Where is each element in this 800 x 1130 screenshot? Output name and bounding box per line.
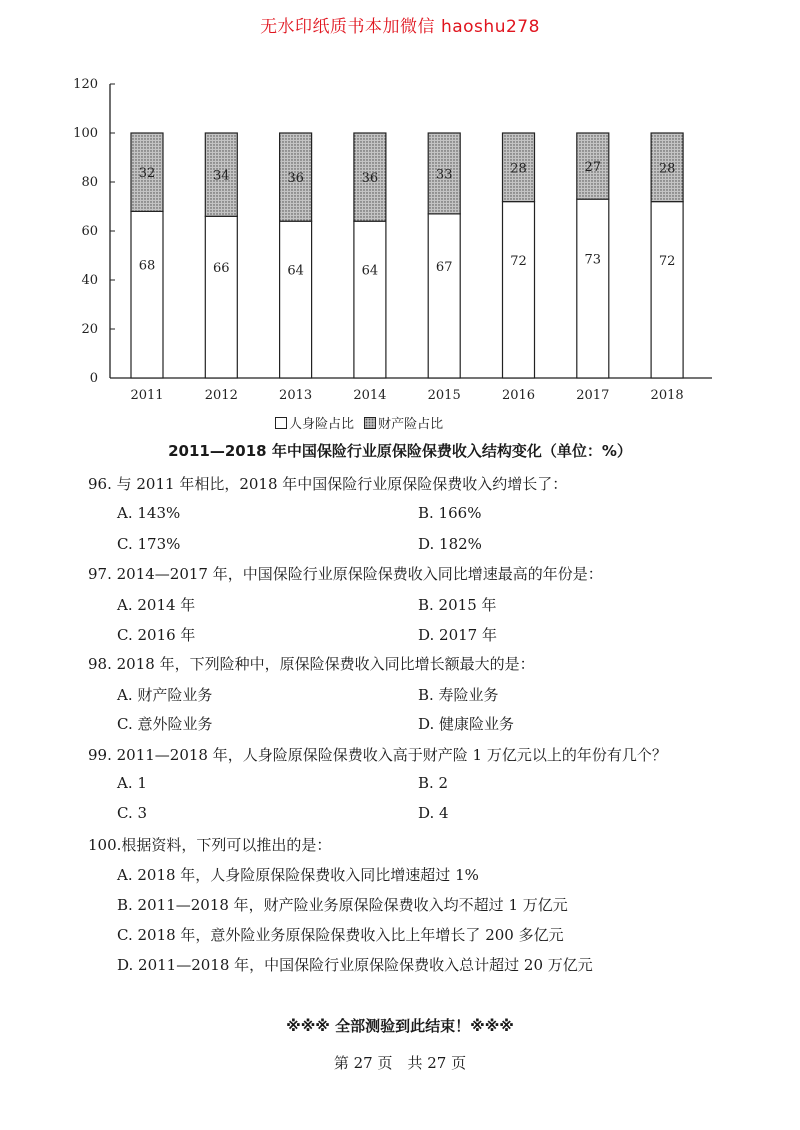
question-98-stem: 98. 2018 年，下列险种中，原保险保费收入同比增长额最大的是： [88, 655, 535, 673]
question-96-stem: 96. 与 2011 年相比，2018 年中国保险行业原保险保费收入约增长了： [88, 475, 568, 493]
y-tick-label: 60 [81, 224, 98, 239]
data-label-life-2011: 68 [138, 258, 156, 274]
x-tick-label-2014: 2014 [353, 388, 387, 403]
question-98-option-b: B. 寿险业务 [418, 686, 499, 704]
chart-legend [275, 413, 449, 432]
x-tick-label-2013: 2013 [279, 388, 313, 403]
data-label-property-2014: 36 [361, 171, 379, 187]
x-tick-label-2018: 2018 [650, 388, 684, 403]
question-100-option-d: D. 2011—2018 年，中国保险行业原保险保费收入总计超过 20 万亿元 [117, 956, 593, 974]
legend-label-life: 人身险占比 [289, 417, 355, 432]
data-label-life-2016: 72 [510, 253, 527, 269]
question-100-option-c: C. 2018 年，意外险业务原保险保费收入比上年增长了 200 多亿元 [117, 926, 564, 944]
bar-life-2017 [577, 199, 609, 378]
question-97-stem: 97. 2014—2017 年，中国保险行业原保险保费收入同比增速最高的年份是： [88, 565, 603, 583]
y-tick-label: 100 [73, 126, 98, 141]
x-tick-label-2015: 2015 [427, 388, 461, 403]
data-label-life-2013: 64 [287, 263, 304, 279]
question-97-option-b: B. 2015 年 [418, 596, 497, 614]
data-label-life-2014: 64 [361, 263, 379, 279]
data-label-property-2012: 34 [213, 168, 230, 184]
y-tick-label: 120 [73, 77, 98, 92]
legend-item-property [364, 417, 443, 432]
question-100-option-a: A. 2018 年，人身险原保险保费收入同比增速超过 1% [117, 866, 479, 884]
bar-life-2015 [428, 214, 460, 378]
bar-life-2018 [651, 202, 683, 378]
y-tick-label: 40 [81, 273, 98, 288]
legend-swatch-life [275, 417, 287, 429]
data-label-property-2015: 33 [435, 167, 453, 183]
question-96-option-c: C. 173% [117, 535, 181, 553]
data-label-life-2012: 66 [213, 261, 230, 277]
x-tick-label-2016: 2016 [501, 388, 536, 403]
page-number: 第 27 页 共 27 页 [333, 1054, 467, 1072]
question-97-option-d: D. 2017 年 [418, 626, 497, 644]
data-label-life-2018: 72 [658, 253, 676, 269]
data-label-property-2017: 27 [584, 160, 602, 176]
data-label-property-2011: 32 [138, 166, 156, 182]
legend-item-life [275, 417, 354, 432]
question-97-option-c: C. 2016 年 [117, 626, 196, 644]
y-tick-label: 20 [81, 322, 98, 337]
question-99-stem: 99. 2011—2018 年，人身险原保险保费收入高于财产险 1 万亿元以上的年份有几个？ [88, 746, 667, 764]
y-tick-label: 0 [89, 371, 98, 386]
end-of-test-notice: ※※※ 全部测验到此结束！※※※ [286, 1017, 514, 1035]
question-98-option-c: C. 意外险业务 [117, 715, 213, 733]
question-97-option-a: A. 2014 年 [117, 596, 196, 614]
watermark-text: 无水印纸质书本加微信 haoshu278 [260, 17, 540, 37]
x-tick-label-2011: 2011 [130, 388, 164, 403]
x-tick-label-2017: 2017 [576, 388, 610, 403]
question-99-option-b: B. 2 [418, 774, 449, 792]
x-tick-label-2012: 2012 [204, 388, 238, 403]
question-99-option-a: A. 1 [117, 774, 147, 792]
legend-label-property: 财产险占比 [378, 417, 444, 432]
data-label-property-2016: 28 [510, 161, 527, 177]
stacked-bar-chart [0, 0, 800, 410]
bar-life-2016 [503, 202, 535, 378]
bar-life-2014 [354, 221, 386, 378]
data-label-property-2013: 36 [287, 171, 304, 187]
question-98-option-a: A. 财产险业务 [117, 686, 213, 704]
data-label-life-2017: 73 [584, 252, 602, 268]
data-label-life-2015: 67 [435, 259, 453, 275]
y-tick-label: 80 [81, 175, 98, 190]
legend-swatch-property [364, 417, 376, 429]
bar-life-2012 [205, 216, 237, 378]
bar-life-2013 [280, 221, 312, 378]
chart-title: 2011—2018 年中国保险行业原保险保费收入结构变化（单位：%） [168, 442, 632, 460]
question-96-option-a: A. 143% [117, 504, 181, 522]
question-96-option-d: D. 182% [418, 535, 482, 553]
question-99-option-d: D. 4 [418, 804, 449, 822]
question-99-option-c: C. 3 [117, 804, 148, 822]
data-label-property-2018: 28 [658, 161, 676, 177]
question-100-stem: 100.根据资料，下列可以推出的是： [88, 836, 332, 854]
question-96-option-b: B. 166% [418, 504, 482, 522]
bar-life-2011 [131, 211, 163, 378]
question-100-option-b: B. 2011—2018 年，财产险业务原保险保费收入均不超过 1 万亿元 [117, 896, 568, 914]
question-98-option-d: D. 健康险业务 [418, 715, 515, 733]
